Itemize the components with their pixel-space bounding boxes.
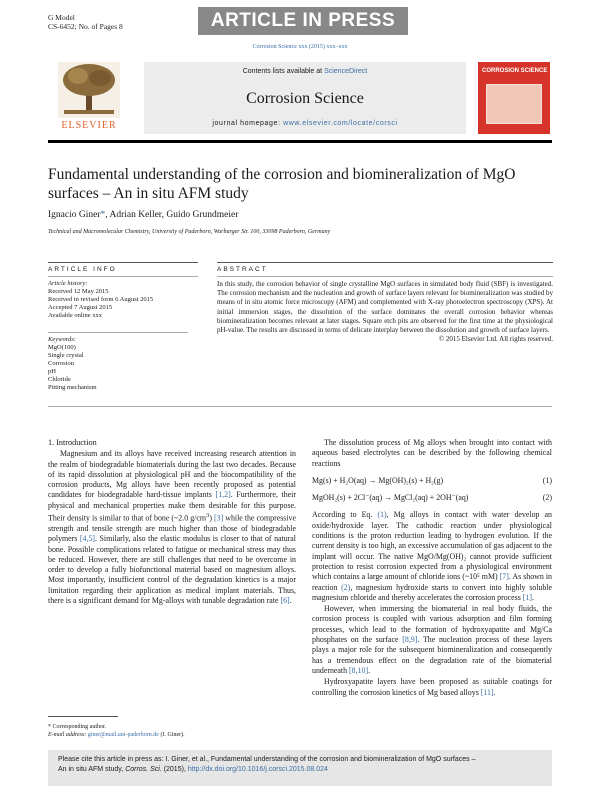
elsevier-logo xyxy=(48,58,130,136)
equation-1: Mg(s) + H₂O(aq) → Mg(OH)₂(s) + H₂(g) (1) xyxy=(312,475,552,485)
journal-title: Corrosion Science xyxy=(246,90,364,107)
citation-link[interactable]: [4,5] xyxy=(79,534,96,544)
abstract-subrule xyxy=(217,276,553,277)
citation-line-1: Please cite this article in press as: I. Giner, et al., Fundamental understanding of the corrosion and biomineralization of MgO surfaces – xyxy=(58,756,476,763)
gmodel-label: G Model CS-6452; No. of Pages 8 xyxy=(48,13,123,31)
history-item: Received 12 May 2015 xyxy=(48,288,109,295)
article-info xyxy=(48,280,188,392)
citation-link[interactable]: [8,9] xyxy=(402,635,418,645)
header-divider xyxy=(48,140,552,143)
elsevier-tree-icon xyxy=(58,62,120,118)
journal-title-block xyxy=(144,62,466,134)
body-paragraph: However, when immersing the biomaterial in real body fluids, the corrosion process is coupled with various adsorption and film forming processes, which lead to the formation of hydroxyapatite and Mg/Ca phosphates on the surface [8,9]. The nucleation process of these layers plays a major role for the subsequent biomineralization and consequently has a tremendous effect on the degradation rate of the biomaterial underneath [8,10]. xyxy=(312,604,553,675)
publisher-name: ELSEVIER xyxy=(61,120,117,131)
citation-link[interactable]: [6] xyxy=(280,596,290,606)
keywords-label: Keywords: xyxy=(48,336,76,343)
body-paragraph: According to Eq. (1), Mg alloys in contact with water develop an oxide/hydroxide layer. The cathodic reaction under physiological conditions is the proton reduction leading to hydrogen evolution. If the current density is too high, an excessive accumulation of gas adjacent to the implant will occur. The native MgO/Mg(OH)₂ cannot provide sufficient protection to resist corrosion expected from a physiological environment which contains a large amount of chloride ions (~10⁵ mM) [7]. As shown in reaction (2), magnesium hydroxide starts to convert into highly soluble magnesium chloride and thereby accelerates the corrosion process [1]. xyxy=(312,510,552,602)
body-paragraph: The dissolution process of Mg alloys when brought into contact with aqueous based electrolytes can be described by the following chemical reactions xyxy=(312,438,552,468)
citation-line-2: An in situ AFM study, Corros. Sci. (2015), http://dx.doi.org/10.1016/j.corsci.2015.08.024 xyxy=(58,766,328,773)
abstract-copyright: © 2015 Elsevier Ltd. All rights reserved. xyxy=(438,335,553,344)
journal-header xyxy=(48,58,552,138)
citation-link[interactable]: [7] xyxy=(499,572,509,582)
corresponding-author-mark[interactable]: * xyxy=(100,210,106,220)
author-list: Ignacio Giner*, Adrian Keller, Guido Grundmeier xyxy=(48,210,239,220)
equation-link[interactable]: (1) xyxy=(377,510,387,520)
keyword: Corrosion xyxy=(48,360,74,367)
abstract-heading: ABSTRACT xyxy=(217,266,268,273)
body-left-column xyxy=(48,438,296,607)
citation-link[interactable]: [1,2] xyxy=(215,490,231,500)
keyword: Pitting mechanism xyxy=(48,384,97,391)
keyword: MgO(100) xyxy=(48,344,76,351)
article-info-rule xyxy=(48,262,198,263)
body-paragraph: Hydroxyapatite layers have been proposed as suitable coatings for controlling the corrosion kinetics of Mg based alloys [11]. xyxy=(312,677,552,697)
email-link[interactable]: giner@mail.uni-paderborn.de xyxy=(87,732,159,738)
citation-link[interactable]: [1] xyxy=(522,592,532,602)
citation-doi-link[interactable]: http://dx.doi.org/10.1016/j.corsci.2015.08.024 xyxy=(187,766,328,773)
journal-reference[interactable]: Corrosion Science xxx (2015) xxx–xxx xyxy=(252,44,348,50)
footnote-rule xyxy=(48,716,118,717)
history-label: Article history: xyxy=(48,280,88,287)
history-item: Received in revised form 6 August 2015 xyxy=(48,296,154,303)
history-item: Available online xxx xyxy=(48,312,103,319)
journal-homepage: journal homepage: www.elsevier.com/locate/corsci xyxy=(212,120,398,127)
keyword: pH xyxy=(48,368,56,375)
contents-line: Contents lists available at ScienceDirect xyxy=(242,68,368,75)
keyword: Single crystal xyxy=(48,352,84,359)
top-header xyxy=(0,0,600,40)
citation-box xyxy=(48,750,552,786)
citation-link[interactable]: [3] xyxy=(214,513,224,523)
article-in-press-banner: ARTICLE IN PRESS xyxy=(198,7,408,35)
abstract-body xyxy=(217,280,553,344)
keywords-rule xyxy=(48,332,188,333)
affiliation: Technical and Macromolecular Chemistry, University of Paderborn, Warburger Str. 100, 33098 Paderborn, Germany xyxy=(48,229,331,235)
equation-2: MgOH₂(s) + 2Cl⁻(aq) → MgCl₂(aq) + 2OH⁻(aq) (2) xyxy=(312,493,552,503)
citation-link[interactable]: [8,10] xyxy=(349,665,369,675)
corresponding-author-note: * Corresponding author. xyxy=(48,724,107,730)
cover-image xyxy=(486,84,542,124)
email-line: E-mail address: giner@mail.uni-paderborn.de (I. Giner). xyxy=(48,732,185,738)
history-item: Accepted 7 August 2015 xyxy=(48,304,113,311)
footnote xyxy=(48,723,298,739)
article-info-subrule xyxy=(48,276,198,277)
abstract-bottom-rule xyxy=(48,406,552,407)
abstract-text: In this study, the corrosion behavior of single crystalline MgO surfaces in simulated body fluid (SBF) is investigated. The corrosion mechanism and the nucleation and growth of surface layers relevant for biomineralization was studied by means of in situ atomic force microscopy (AFM) and complemented with X-ray photoelectron spectroscopy (XPS). At initial immersion stages, the dissolution of the surface dominates the overall corrosion behavior whereas biomineralization becomes relevant at later stages. Square etch pits are observed for the first time at the physiological pH-value. The results are discussed in terms of delicate interplay between the dissolution and growth of surface layers. xyxy=(217,280,553,335)
equation-link[interactable]: (2) xyxy=(341,582,351,592)
sciencedirect-link[interactable]: ScienceDirect xyxy=(324,68,368,75)
body-right-column xyxy=(312,438,552,699)
journal-homepage-link[interactable]: www.elsevier.com/locate/corsci xyxy=(283,120,398,127)
section-heading-introduction: 1. Introduction xyxy=(48,438,97,447)
keyword: Chloride xyxy=(48,376,71,383)
journal-cover-thumbnail xyxy=(478,62,550,134)
body-paragraph: Magnesium and its alloys have received increasing research attention in the realm of biodegradable biomaterials during the last two decades. Because of its rapid dissolution at physiological pH and the biocompatibility of the corrosion products, Mg alloys have been recently proposed as potential candidates for biodegradable hard-tissue implants [1,2]. Furthermore, their physical and mechanical properties make them desirable for this purpose. Their density is similar to that of bone (~2.0 $g/cm^3$) [3] while the compressive strength and tensile strength are much higher than those of biodegradable polymers [4,5]. Similarly, also the elastic modulus is closer to that of natural bone. Possible complications related to fatigue or mechanical stress may thus be reduced. However, there are still challenges that need to be overcome in order to develop a fully biofunctional material based on magnesium alloys. Most importantly, insufficient control of the degradation kinetics is a major limitation regarding their application as medical implant materials. Thus, there is a significant demand for Mg-alloys with tunable degradation rate [6]. xyxy=(48,449,297,606)
article-title: Fundamental understanding of the corrosion and biomineralization of MgO surfaces – An in situ AFM study xyxy=(48,166,516,202)
abstract-rule xyxy=(217,262,553,263)
cover-title: CORROSION SCIENCE xyxy=(482,68,548,74)
citation-link[interactable]: [11] xyxy=(480,687,494,697)
article-info-heading: ARTICLE INFO xyxy=(48,266,117,273)
